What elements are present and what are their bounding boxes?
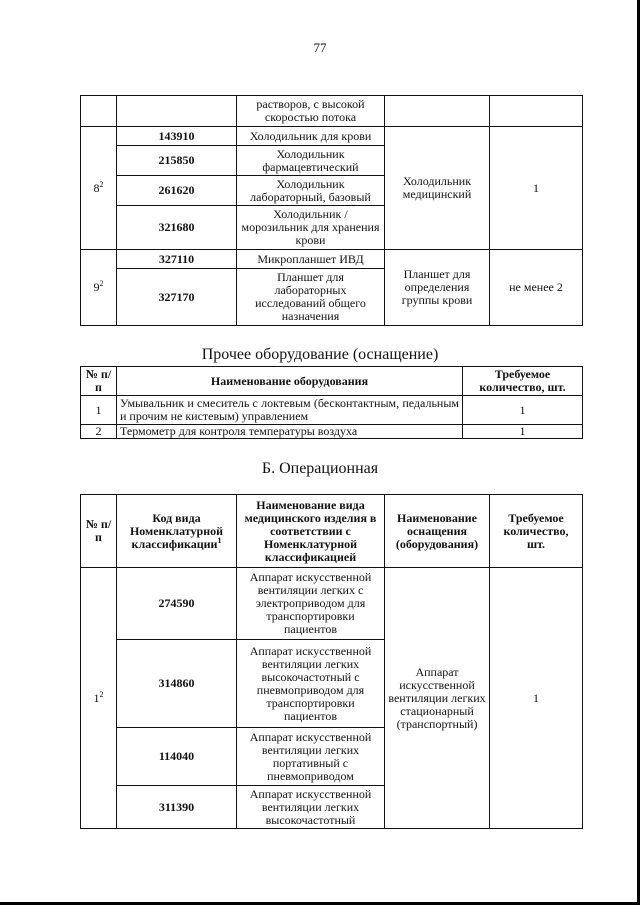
- column-header-qty: Требуемое количество, шт.: [463, 367, 583, 396]
- table-row: [81, 250, 583, 269]
- table-row: [81, 396, 583, 425]
- column-header-device-name: Наименование вида медицинского изделия в соответствии с Номенклатурной классификацией: [237, 495, 385, 568]
- row-number: $8^2$: [81, 127, 117, 250]
- operating-room-heading: Б. Операционная: [261, 460, 379, 477]
- required-quantity: 1: [490, 568, 583, 829]
- page-number: 77: [313, 40, 327, 55]
- required-quantity: 1: [463, 425, 583, 439]
- nomenclature-code: 327110: [117, 250, 237, 269]
- device-name: Холодильник /морозильник для хранения крови: [237, 206, 385, 250]
- device-name: Микропланшет ИВД: [237, 250, 385, 269]
- device-name: растворов, с высокой скоростью потока: [237, 96, 385, 127]
- column-header-qty: Требуемое количество, шт.: [490, 495, 583, 568]
- equipment-name: Аппарат искусственной вентиляции легких стационарный (транспортный): [385, 568, 490, 829]
- device-name: Аппарат искусственной вентиляции легких портативный с пневмоприводом: [237, 728, 385, 786]
- equipment-name: Холодильник медицинский: [385, 127, 490, 250]
- table-row: [81, 127, 583, 146]
- device-name: Планшет для лабораторных исследований общего назначения: [237, 269, 385, 326]
- column-header-num: № п/п: [81, 495, 117, 568]
- other-equipment-table: [80, 366, 583, 439]
- device-name: Холодильник фармацевтический: [237, 146, 385, 176]
- other-equipment-heading: Прочее оборудование (оснащение): [201, 346, 439, 363]
- table-header-row: [81, 367, 583, 396]
- nomenclature-code: 274590: [117, 568, 237, 640]
- operating-room-table: [80, 494, 583, 829]
- table-row: [81, 568, 583, 640]
- row-number: 2: [81, 425, 117, 439]
- device-name: Аппарат искусственной вентиляции легких с электроприводом для транспортировки пациентов: [237, 568, 385, 640]
- column-header-name: Наименование оборудования: [117, 367, 463, 396]
- nomenclature-code: 215850: [117, 146, 237, 176]
- column-header-equipment: Наименование оснащения (оборудования): [385, 495, 490, 568]
- nomenclature-code: 143910: [117, 127, 237, 146]
- table-header-row: [81, 495, 583, 568]
- required-quantity: 1: [490, 127, 583, 250]
- equipment-name: Планшет для определения группы крови: [385, 250, 490, 326]
- equipment-table-continued: [80, 95, 583, 326]
- nomenclature-code: 327170: [117, 269, 237, 326]
- table-row: [81, 425, 583, 439]
- device-name: Аппарат искусственной вентиляции легких высокочастотный: [237, 786, 385, 829]
- column-header-num: № п/п: [81, 367, 117, 396]
- nomenclature-code: 314860: [117, 640, 237, 728]
- nomenclature-code: 321680: [117, 206, 237, 250]
- row-number: $9^2$: [81, 250, 117, 326]
- device-name: Холодильник лабораторный, базовый: [237, 176, 385, 206]
- row-number: 1: [81, 396, 117, 425]
- nomenclature-code: 261620: [117, 176, 237, 206]
- nomenclature-code: 114040: [117, 728, 237, 786]
- required-quantity: 1: [463, 396, 583, 425]
- row-number: $1^2$: [81, 568, 117, 829]
- column-header-code: Код вида Номенклатурной классификации$^1$: [117, 495, 237, 568]
- nomenclature-code: 311390: [117, 786, 237, 829]
- device-name: Холодильник для крови: [237, 127, 385, 146]
- equipment-name: Умывальник и смеситель с локтевым (бесконтактным, педальным и прочим не кистевым) управлением: [117, 396, 463, 425]
- equipment-name: Термометр для контроля температуры воздуха: [117, 425, 463, 439]
- device-name: Аппарат искусственной вентиляции легких высокочастотный с пневмоприводом для транспортировки пациентов: [237, 640, 385, 728]
- required-quantity: не менее 2: [490, 250, 583, 326]
- table-row: [81, 96, 583, 127]
